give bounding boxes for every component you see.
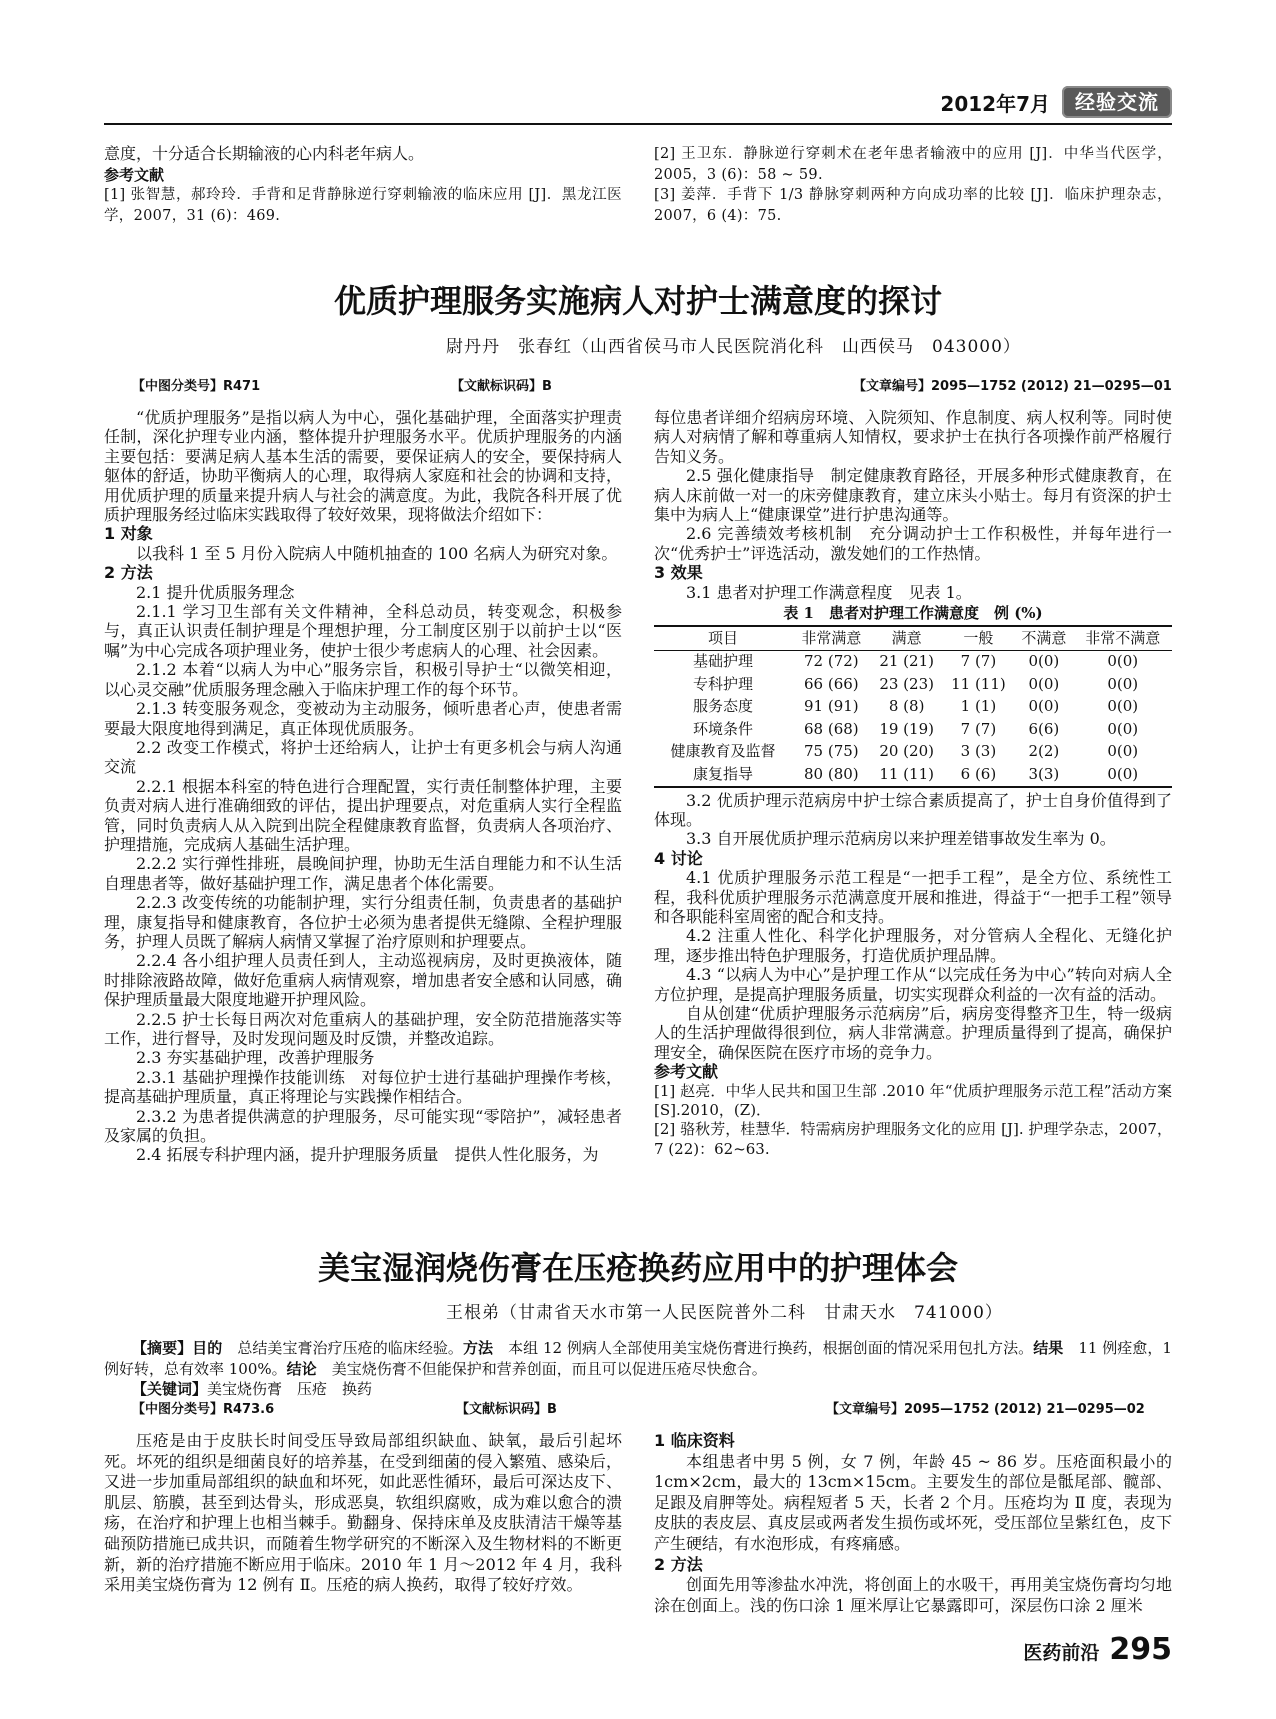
- table-row: [654, 673, 1172, 696]
- table-header-cell: 非常满意: [792, 626, 871, 650]
- reference-item: [1] 赵亮．中华人民共和国卫生部 .2010 年“优质护理服务示范工程”活动方案 [S].2010，(Z)．: [654, 1081, 1172, 1120]
- paragraph: 创面先用等渗盐水冲洗，将创面上的水吸干，再用美宝烧伤膏均匀地涂在创面上。浅的伤口涂 1 厘米厚让它暴露即可，深层伤口涂 2 厘米: [654, 1575, 1172, 1615]
- table-cell: 基础护理: [692, 652, 753, 671]
- article-number: 【文章编号】2095—1752 (2012) 21—0295—02: [826, 1401, 1145, 1417]
- table-cell: 6(6): [1028, 719, 1060, 738]
- table-cell: 3(3): [1028, 764, 1060, 783]
- paragraph: 2.4 拓展专科护理内涵，提升护理服务质量 提供人性化服务，为: [136, 1145, 599, 1165]
- table-cell: 8 (8): [888, 697, 925, 716]
- table-cell: 20 (20): [879, 742, 934, 761]
- paragraph: 2.3.2 为患者提供满意的护理服务，尽可能实现“零陪护”，减轻患者及家属的负担。: [104, 1106, 622, 1146]
- article1-meta: [104, 377, 1172, 397]
- paragraph: 自从创建“优质护理服务示范病房”后，病房变得整齐卫生，特一级病人的生活护理做得很到位，病人非常满意。护理质量得到了提高，确保护理安全，确保医院在医疗市场的竞争力。: [654, 1004, 1172, 1062]
- table-row: [654, 696, 1172, 719]
- section-badge: 经验交流: [1062, 86, 1172, 118]
- paragraph: 2.2.1 根据本科室的特色进行合理配置，实行责任制整体护理，主要负责对病人进行准确细致的评估，提出护理要点，对危重病人实行全程监管，同时负责病人从入院到出院全程健康教育监督，负责病人各项治疗、护理措施，完成病人基础生活护理。: [104, 776, 622, 854]
- abstract-label: 【摘要】: [132, 1339, 193, 1357]
- paragraph: 4.1 优质护理服务示范工程是“一把手工程”，是全方位、系统性工程，我科优质护理服务示范满意度开展和推进，得益于“一把手工程”领导和各职能科室周密的配合和支持。: [654, 868, 1172, 926]
- paragraph: 2.1.2 本着“以病人为中心”服务宗旨，积极引导护士“以微笑相迎，以心灵交融”优质服务理念融入于临床护理工作的每个环节。: [104, 660, 622, 699]
- abstract: [104, 1338, 1172, 1379]
- page-footer: [1023, 1632, 1172, 1667]
- paragraph: 2.1.3 转变服务观念，变被动为主动服务，倾听患者心声，使患者需要最大限度地得到满足，真正体现优质服务。: [104, 699, 622, 738]
- subsection-heading: 2.1 提升优质服务理念: [136, 582, 295, 602]
- paragraph: 3.3 自开展优质护理示范病房以来护理差错事故发生率为 0。: [686, 829, 1116, 849]
- table-cell: 康复指导: [692, 764, 753, 783]
- table-cell: 0(0): [1107, 674, 1139, 693]
- results-label: 结果: [1033, 1339, 1064, 1357]
- table-cell: 0(0): [1028, 652, 1060, 671]
- section-heading: 1 临床资料: [654, 1431, 735, 1450]
- document-code: 【文献标识码】B: [456, 1401, 557, 1417]
- reference-item: [2] 王卫东．静脉逆行穿刺术在老年患者输液中的应用 [J]．中华当代医学，2005，3 (6)：58 ~ 59.: [654, 146, 1172, 183]
- table-cell: 66 (66): [804, 674, 859, 693]
- table-cell: 0(0): [1107, 652, 1139, 671]
- section-heading: 3 效果: [654, 563, 703, 583]
- table-cell: 23 (23): [879, 674, 934, 693]
- table-row: [654, 650, 1172, 673]
- section-heading: 2 方法: [104, 563, 153, 583]
- paragraph: 3.2 优质护理示范病房中护士综合素质提高了，护士自身价值得到了体现。: [654, 790, 1172, 829]
- paragraph: 压疮是由于皮肤长时间受压导致局部组织缺血、缺氧，最后引起坏死。坏死的组织是细菌良好的培养基，在受到细菌的侵入繁殖、感染后，又进一步加重局部组织的缺血和坏死，如此恶性循环，最后可深达皮下、肌层、筋膜，甚至到达骨头，形成恶臭，软组织腐败，成为难以愈合的溃疡，在治疗和护理上也相当棘手。勤翻身、保持床单及皮肤清洁干燥等基础预防措施已成共识，而随着生物学研究的不断深入及生物材料的不断更新，新的治疗措施不断应用于临床。2010 年 1 月～2012 年 4 月，我科采用美宝烧伤膏为 12 例有 Ⅱ。压疮的病人换药，取得了较好疗效。: [104, 1431, 622, 1595]
- table-cell: 0(0): [1107, 697, 1139, 716]
- table-cell: 80 (80): [804, 764, 859, 783]
- table-cell: 91 (91): [804, 697, 859, 716]
- article2-authors: 王根弟（甘肃省天水市第一人民医院普外二科 甘肃天水 741000）: [446, 1303, 1003, 1323]
- table-cell: 0(0): [1107, 719, 1139, 738]
- journal-name: 医药前沿: [1023, 1642, 1100, 1664]
- table-row: [654, 763, 1172, 787]
- table-header-cell: 项目: [654, 626, 792, 650]
- article1-left-column: [104, 408, 622, 1165]
- paragraph: 每位患者详细介绍病房环境、入院须知、作息制度、病人权利等。同时使病人对病情了解和尊重病人知情权，要求护士在执行各项操作前严格履行告知义务。: [654, 408, 1172, 466]
- paragraph: 4.3 “以病人为中心”是护理工作从“以完成任务为中心”转向对病人全方位护理，是提高护理服务质量，切实实现群众利益的一次有益的活动。: [654, 965, 1172, 1004]
- table-cell: 服务态度: [692, 697, 753, 716]
- article2-title: 美宝湿润烧伤膏在压疮换药应用中的护理体会: [317, 1249, 958, 1287]
- table-header-cell: 不满意: [1014, 626, 1073, 650]
- keywords-text: 美宝烧伤膏 压疮 换药: [207, 1380, 373, 1398]
- table-cell: 11 (11): [951, 674, 1006, 693]
- reference-item: [3] 姜萍．手背下 1/3 静脉穿刺两种方向成功率的比较 [J]．临床护理杂志，2007，6 (4)：75.: [654, 187, 1172, 224]
- table-cell: 3 (3): [960, 742, 997, 761]
- table-cell: 0(0): [1107, 764, 1139, 783]
- objective-text: 总结美宝膏治疗压疮的临床经验。: [237, 1339, 463, 1357]
- table-cell: 7 (7): [960, 719, 997, 738]
- keywords-label: 【关键词】: [132, 1380, 208, 1398]
- table-header-row: [654, 626, 1172, 650]
- paragraph: 2.2.5 护士长每日两次对危重病人的基础护理，安全防范措施落实等工作，进行督导，及时发现问题及时反馈，并整改追踪。: [104, 1009, 622, 1048]
- table-cell: 6 (6): [960, 764, 997, 783]
- previous-article-right-column: [654, 144, 1172, 226]
- table-cell: 环境条件: [692, 719, 753, 738]
- keywords: [104, 1379, 1172, 1400]
- page-number: 295: [1109, 1632, 1172, 1667]
- section-heading: 4 讨论: [654, 848, 703, 868]
- paragraph: 2.3.1 基础护理操作技能训练 对每位护士进行基础护理操作考核，提高基础护理质量，真正将理论与实践操作相结合。: [104, 1067, 622, 1107]
- paragraph: 2.5 强化健康指导 制定健康教育路径，开展多种形式健康教育，在病人床前做一对一的床旁健康教育，建立床头小贴士。每月有资深的护士集中为病人上“健康课堂”进行护患沟通等。: [654, 466, 1172, 525]
- issue-date: 2012年7月: [940, 92, 1050, 116]
- table-cell: 专科护理: [692, 674, 753, 693]
- methods-text: 本组 12 例病人全部使用美宝烧伤膏进行换药，根据创面的情况采用包扎方法。: [508, 1339, 1034, 1357]
- reference-item: [2] 骆秋芳，桂慧华．特需病房护理服务文化的应用 [J]. 护理学杂志，2007，7 (22)：62~63.: [654, 1120, 1172, 1158]
- header-rule: [104, 123, 1172, 125]
- table-header-cell: 非常不满意: [1073, 626, 1172, 650]
- paragraph: 2.2.2 实行弹性排班，晨晚间护理，协助无生活自理能力和不认生活自理患者等，做好基础护理工作，满足患者个体化需要。: [104, 854, 622, 893]
- paragraph: 3.1 患者对护理工作满意程度 见表 1。: [686, 582, 972, 602]
- table-cell: 0(0): [1107, 742, 1139, 761]
- table-cell: 2(2): [1028, 742, 1060, 761]
- paragraph: 2.2.4 各小组护理人员责任到人，主动巡视病房，及时更换液体，随时排除液路故障，做好危重病人病情观察，增加患者安全感和认同感，确保护理质量最大限度地避开护理风险。: [104, 951, 622, 1010]
- subsection-heading: 2.2 改变工作模式，将护士还给病人，让护士有更多机会与病人沟通交流: [104, 737, 622, 777]
- article1-title: 优质护理服务实施病人对护士满意度的探讨: [333, 282, 942, 320]
- article1-authors: 尉丹丹 张春红（山西省侯马市人民医院消化科 山西侯马 043000）: [446, 337, 1021, 357]
- table-cell: 75 (75): [804, 742, 859, 761]
- table-cell: 21 (21): [879, 652, 934, 671]
- previous-article-left-column: [104, 144, 622, 226]
- table-cell: 19 (19): [879, 719, 934, 738]
- conclusion-text: 美宝烧伤膏不但能保护和营养创面，而且可以促进压疮尽快愈合。: [331, 1359, 767, 1378]
- paragraph: 以我科 1 至 5 月份入院病人中随机抽查的 100 名病人为研究对象。: [136, 543, 618, 563]
- objective-label: 目的: [192, 1339, 223, 1357]
- article2-right-column: [654, 1431, 1172, 1616]
- table-caption: 表 1 患者对护理工作满意度 例 (%): [783, 604, 1043, 623]
- article-number: 【文章编号】2095—1752 (2012) 21—0295—01: [853, 379, 1172, 394]
- references-heading: 参考文献: [654, 1062, 719, 1082]
- paragraph: 2.2.3 改变传统的功能制护理，实行分组责任制，负责患者的基础护理，康复指导和健康教育，各位护士必须为患者提供无缝隙、全程护理服务，护理人员既了解病人病情又掌握了治疗原则和护理要点。: [104, 893, 622, 951]
- previous-article-tail-text: 意度，十分适合长期输液的心内科老年病人。: [104, 144, 425, 163]
- table-cell: 0(0): [1028, 697, 1060, 716]
- table-row: [654, 741, 1172, 764]
- table-cell: 11 (11): [879, 764, 934, 783]
- section-heading: 1 对象: [104, 524, 153, 544]
- table-cell: 健康教育及监督: [670, 742, 776, 761]
- satisfaction-table: [654, 625, 1172, 788]
- article1-right-column: [654, 408, 1172, 1159]
- classification-number: 【中图分类号】R471: [132, 379, 261, 394]
- paragraph: 4.2 注重人性化、科学化护理服务，对分管病人全程化、无缝化护理，逐步推出特色护理服务，打造优质护理品牌。: [654, 926, 1172, 965]
- subsection-heading: 2.3 夯实基础护理，改善护理服务: [136, 1048, 375, 1068]
- methods-label: 方法: [462, 1339, 494, 1357]
- reference-item: [1] 张智慧，郝玲玲．手背和足背静脉逆行穿刺输液的临床应用 [J]．黑龙江医学，2007，31 (6)：469.: [104, 187, 622, 224]
- document-code: 【文献标识码】B: [451, 379, 552, 394]
- paragraph: 2.1.1 学习卫生部有关文件精神，全科总动员，转变观念，积极参与，真正认识责任制护理是个理想护理，分工制度区别于以前护士以“医嘱”为中心完成各项护理业务，使护士很少考虑病人的心理、社会因素。: [104, 602, 622, 660]
- paragraph: 2.6 完善绩效考核机制 充分调动护士工作积极性，并每年进行一次“优秀护士”评选活动，激发她们的工作热情。: [654, 524, 1172, 563]
- table-row: [654, 718, 1172, 741]
- table-cell: 1 (1): [960, 697, 997, 716]
- paragraph: “优质护理服务”是指以病人为中心，强化基础护理，全面落实护理责任制，深化护理专业内涵，整体提升护理服务水平。优质护理服务的内涵主要包括：要满足病人基本生活的需要，要保证病人的安全，要保持病人躯体的舒适，协助平衡病人的心理，取得病人家庭和社会的协调和支持，用优质护理的质量来提升病人与社会的满意度。为此，我院各科开展了优质护理服务经过临床实践取得了较好效果，现将做法介绍如下：: [104, 408, 622, 525]
- article2-left-column: [104, 1431, 622, 1596]
- conclusion-label: 结论: [286, 1359, 317, 1378]
- section-heading: 2 方法: [654, 1554, 703, 1574]
- table-header-cell: 满意: [871, 626, 943, 650]
- references-heading: 参考文献: [104, 165, 165, 184]
- table-cell: 68 (68): [804, 719, 859, 738]
- article2-meta: [104, 1400, 1172, 1421]
- classification-number: 【中图分类号】R473.6: [132, 1401, 275, 1417]
- table-cell: 72 (72): [804, 652, 859, 671]
- table-cell: 0(0): [1028, 674, 1060, 693]
- paragraph: 本组患者中男 5 例，女 7 例，年龄 45 ~ 86 岁。压疮面积最小的 1cm×2cm，最大的 13cm×15cm。主要发生的部位是骶尾部、髋部、足跟及肩胛等处。病程短者 5 天，长者 2 个月。压疮均为 Ⅱ 度，表现为皮肤的表皮层、真皮层或两者发生损伤或坏死，受压部位呈紫红色，皮下产生硬结，有水泡形成，有疼痛感。: [654, 1451, 1172, 1553]
- table-cell: 7 (7): [960, 652, 997, 671]
- results-text: 11 例痊愈，1 例好转，总有效率 100%。: [104, 1339, 1172, 1378]
- table-header-cell: 一般: [943, 626, 1015, 650]
- article2-abstract-block: [104, 1338, 1172, 1420]
